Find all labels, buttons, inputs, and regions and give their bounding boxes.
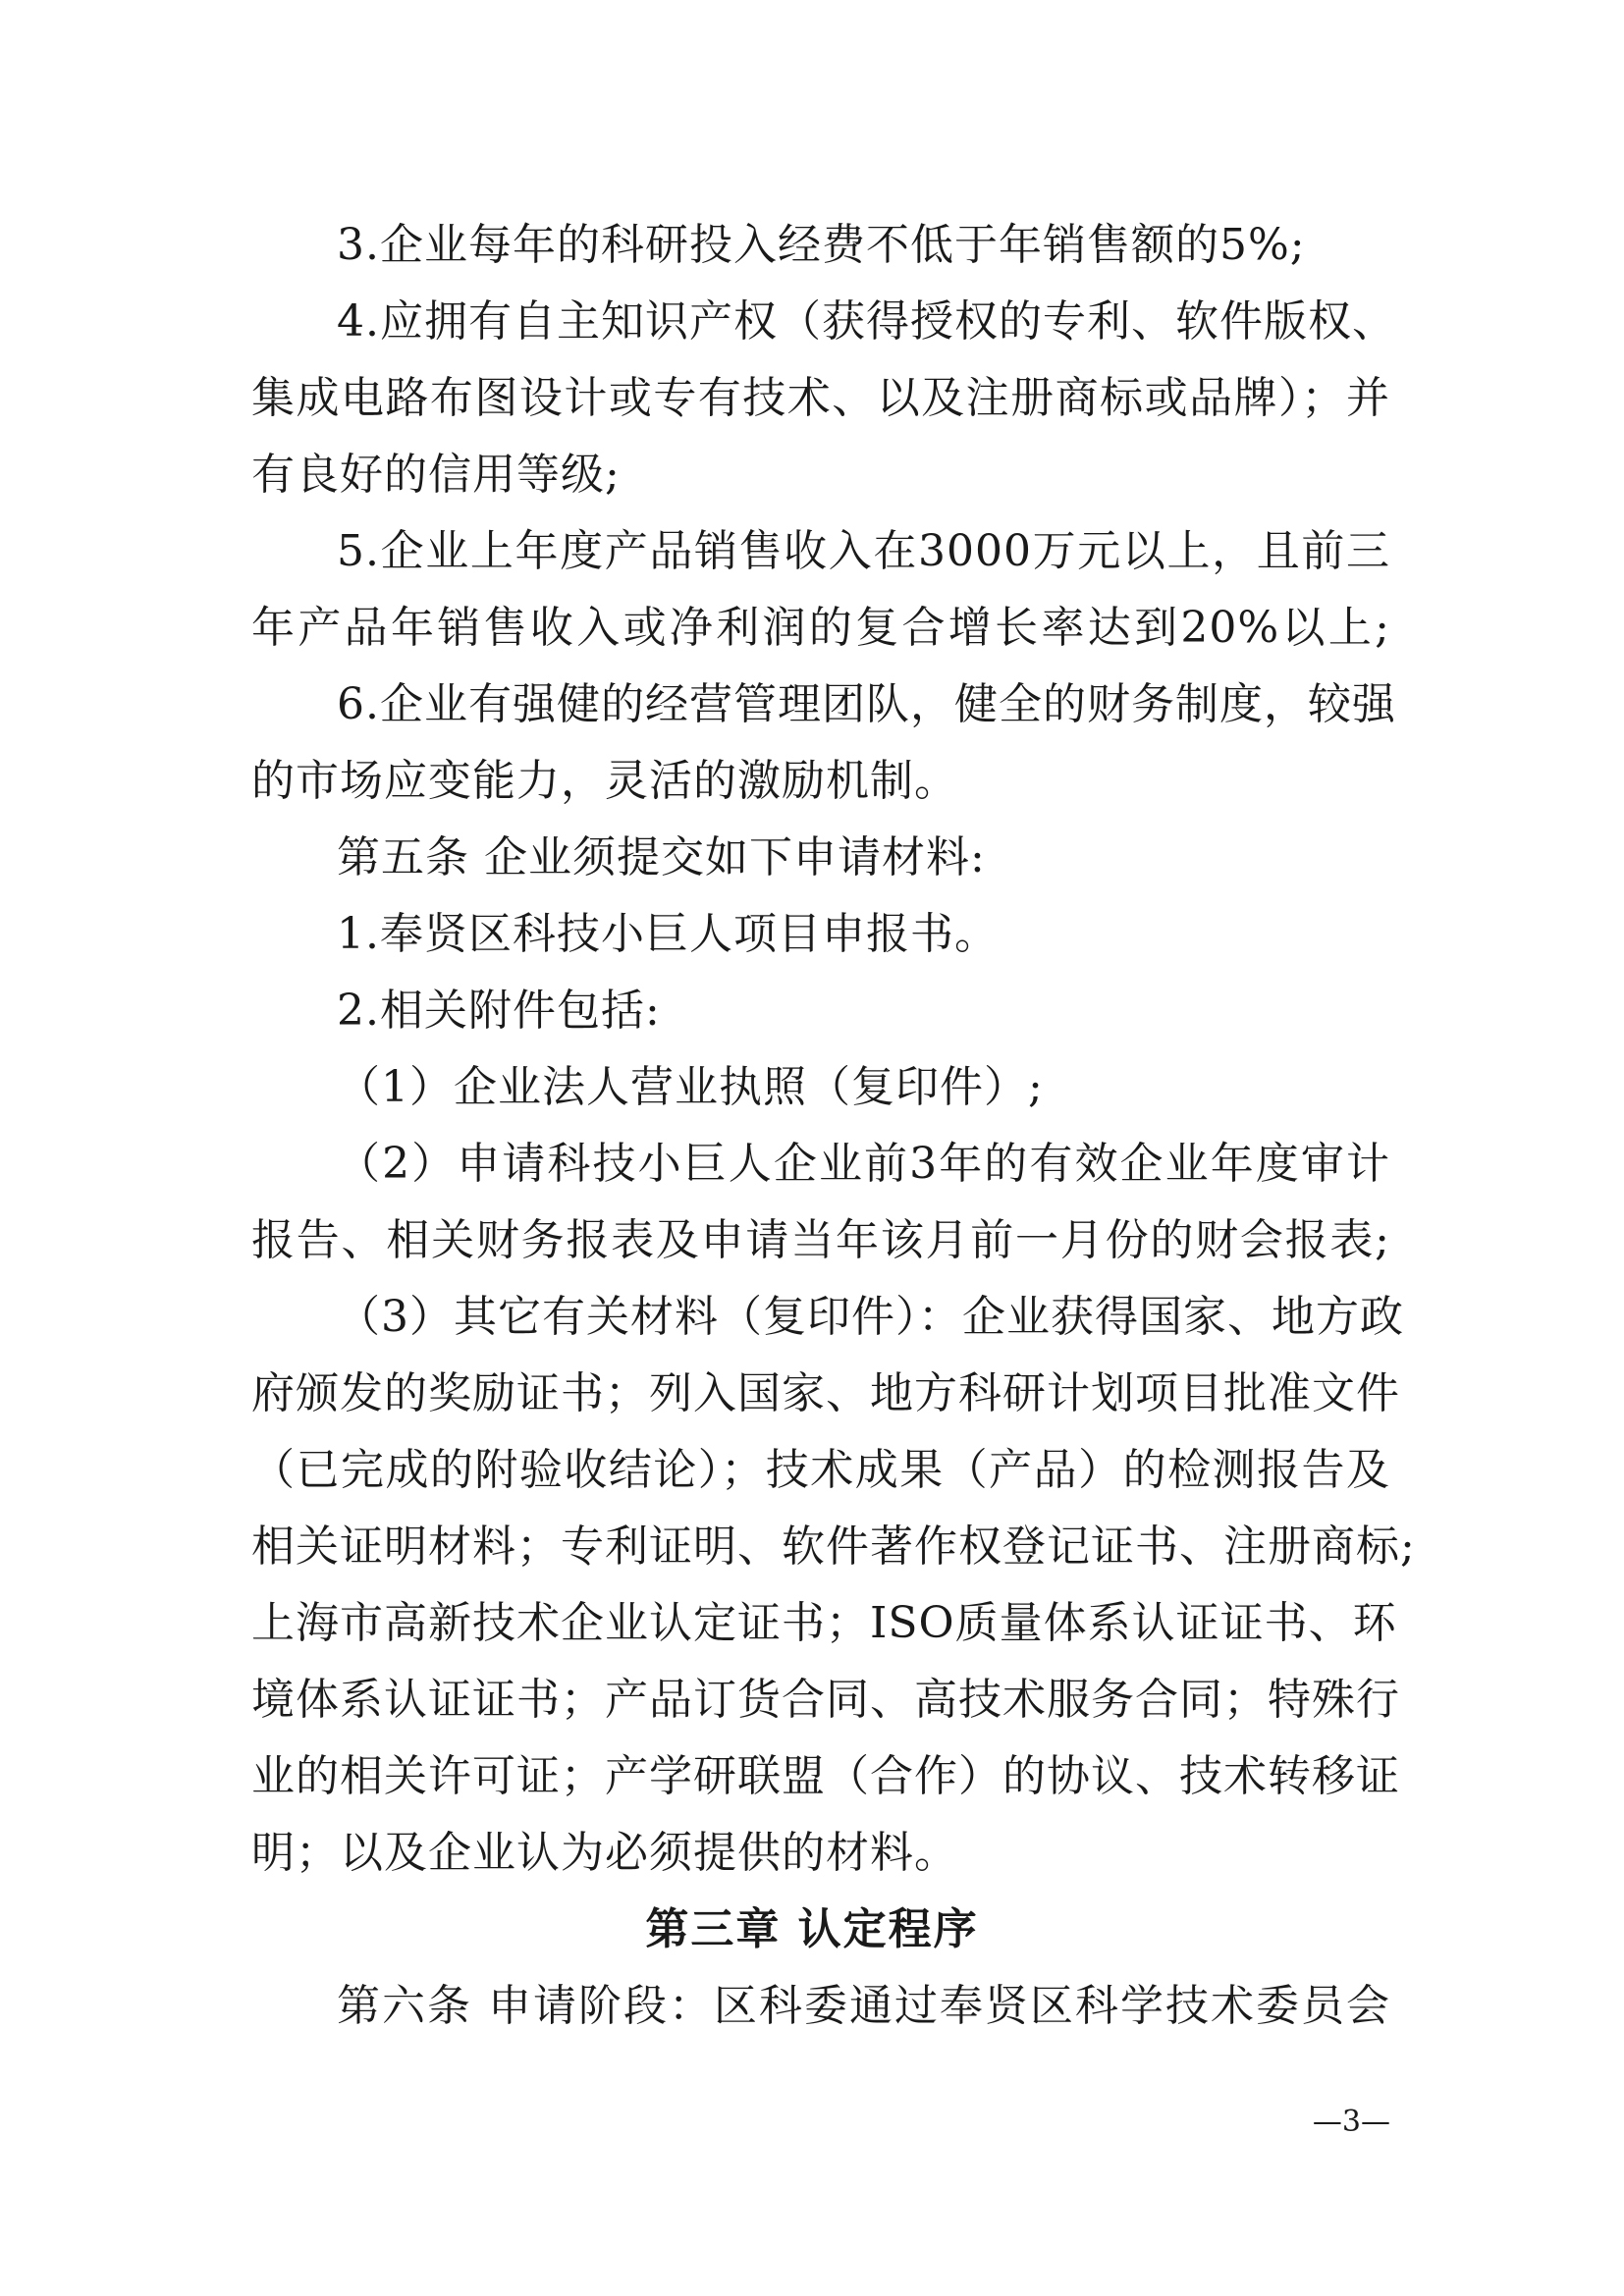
- paragraph-line: （1）企业法人营业执照（复印件）;: [337, 1062, 1044, 1112]
- paragraph-line: （3）其它有关材料（复印件）：企业获得国家、地方政: [337, 1292, 1404, 1342]
- paragraph-line: 报告、相关财务报表及申请当年该月前一月份的财会报表;: [251, 1215, 1390, 1265]
- paragraph-line: 2.相关附件包括:: [337, 986, 661, 1036]
- article-heading: 第五条 企业须提交如下申请材料:: [337, 832, 986, 882]
- paragraph-line: 3.企业每年的科研投入经费不低于年销售额的5%;: [337, 220, 1306, 270]
- paragraph-line: （2）申请科技小巨人企业前3年的有效企业年度审计: [337, 1139, 1390, 1189]
- paragraph-line: 上海市高新技术企业认定证书；ISO质量体系认证证书、环: [251, 1598, 1397, 1648]
- paragraph-line: 境体系认证证书；产品订货合同、高技术服务合同；特殊行: [251, 1675, 1400, 1725]
- paragraph-line: 4.应拥有自主知识产权（获得授权的专利、软件版权、: [337, 296, 1396, 347]
- paragraph-line: 府颁发的奖励证书；列入国家、地方科研计划项目批准文件: [251, 1368, 1400, 1418]
- paragraph-line: 相关证明材料；专利证明、软件著作权登记证书、注册商标;: [251, 1522, 1416, 1572]
- paragraph-line: 5.企业上年度产品销售收入在3000万元以上，且前三: [337, 526, 1390, 576]
- paragraph-line: 有良好的信用等级;: [251, 450, 621, 500]
- paragraph-line: 的市场应变能力，灵活的激励机制。: [251, 756, 958, 806]
- paragraph-line: 年产品年销售收入或净利润的复合增长率达到20%以上;: [251, 603, 1390, 653]
- paragraph-line: 集成电路布图设计或专有技术、以及注册商标或品牌）；并: [251, 373, 1390, 423]
- paragraph-line: 明；以及企业认为必须提供的材料。: [251, 1828, 958, 1878]
- article-heading: 第六条 申请阶段：区科委通过奉贤区科学技术委员会: [337, 1981, 1390, 2031]
- paragraph-line: （已完成的附验收结论）；技术成果（产品）的检测报告及: [251, 1445, 1390, 1495]
- page-number: —3—: [1312, 2105, 1390, 2139]
- paragraph-line: 6.企业有强健的经营管理团队，健全的财务制度，较强: [337, 679, 1396, 729]
- paragraph-line: 1.奉贤区科技小巨人项目申报书。: [337, 909, 999, 959]
- chapter-heading: 第三章 认定程序: [645, 1904, 979, 1954]
- paragraph-line: 业的相关许可证；产学研联盟（合作）的协议、技术转移证: [251, 1751, 1400, 1801]
